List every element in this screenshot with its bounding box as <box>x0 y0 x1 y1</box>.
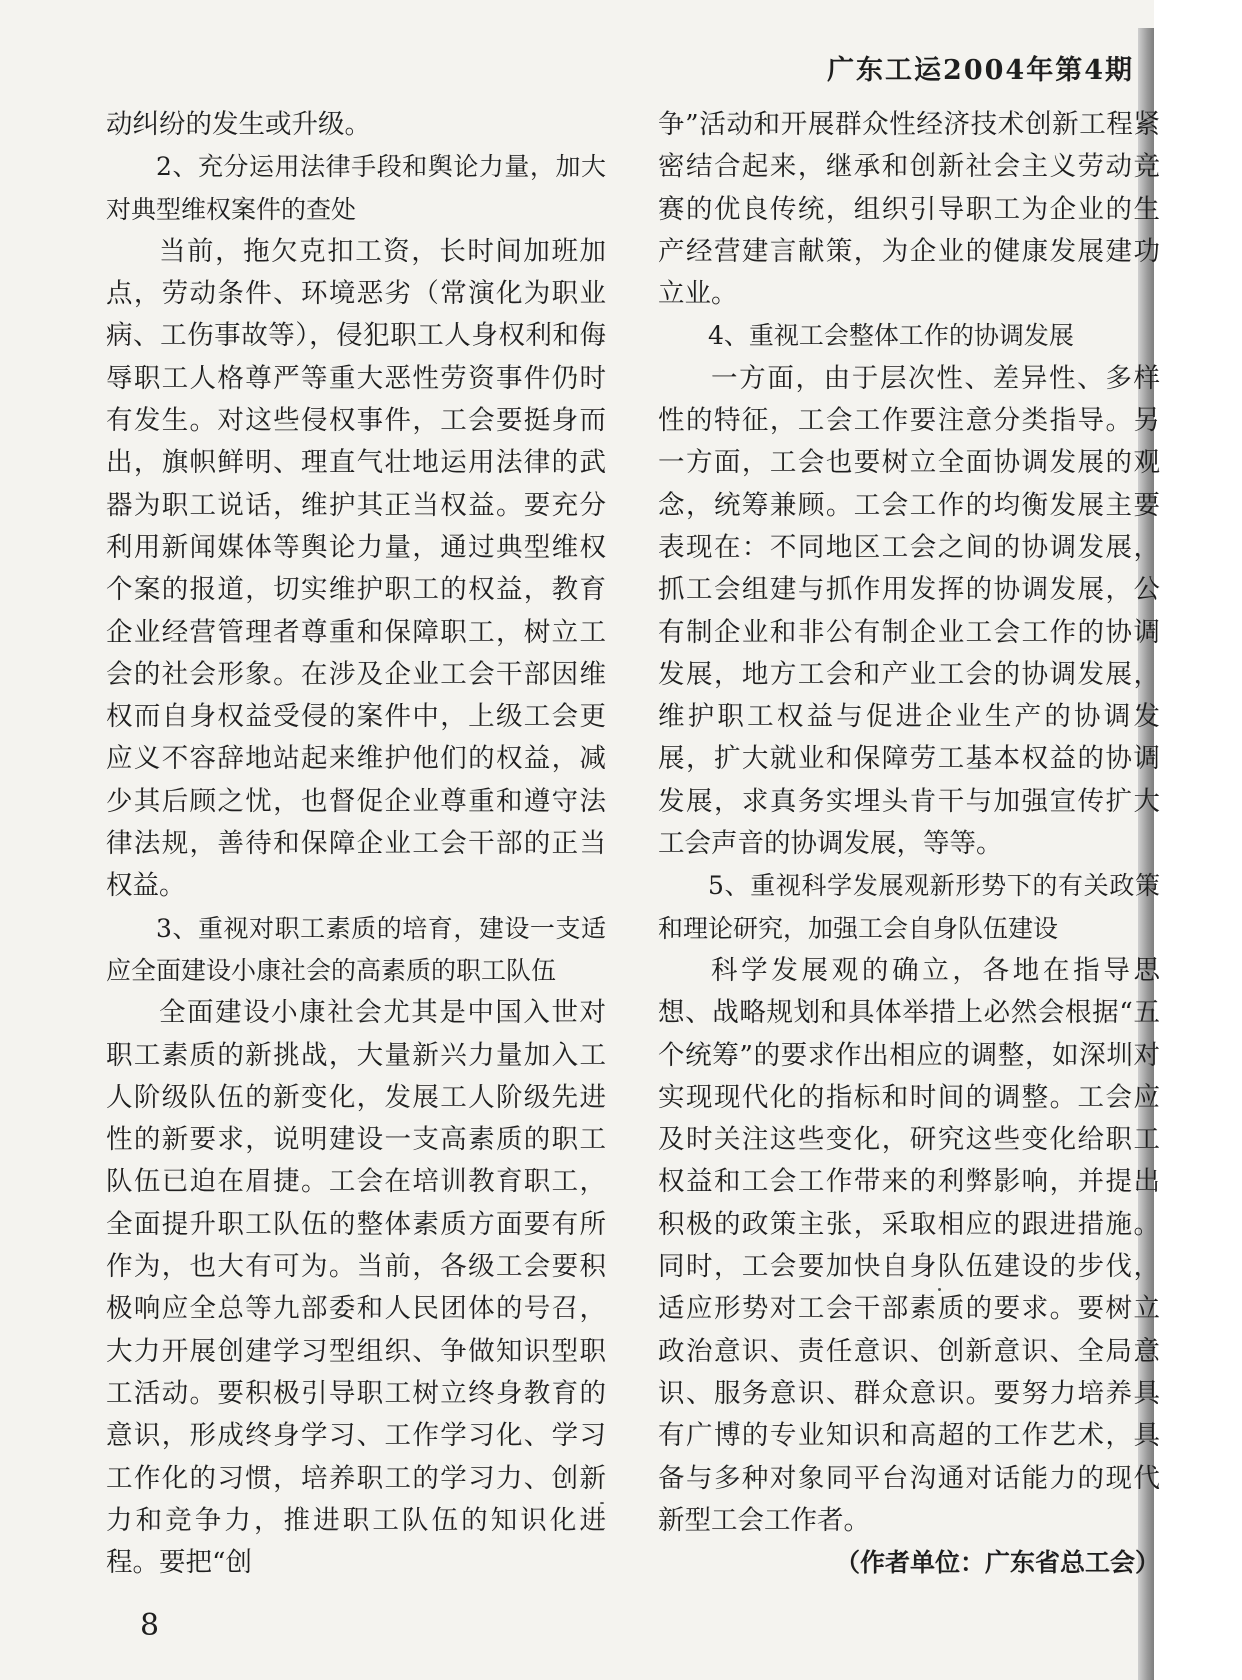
scan-margin <box>1154 0 1242 1680</box>
body-paragraph: 当前，拖欠克扣工资，长时间加班加点，劳动条件、环境恶劣（常演化为职业病、工伤事故等），侵犯职工人身权利和侮辱职工人格尊严等重大恶性劳资事件仍时有发生。对这些侵权事件，工会要挺身而出，旗帜鲜明、理直气壮地运用法律的武器为职工说话，维护其正当权益。要充分利用新闻媒体等舆论力量，通过典型维权个案的报道，切实维护职工的权益，教育企业经营管理者尊重和保障职工，树立工会的社会形象。在涉及企业工会干部因维权而自身权益受侵的案件中，上级工会更应义不容辞地站起来维护他们的权益，减少其后顾之忧，也督促企业尊重和遵守法律法规，善待和保障企业工会干部的正当权益。 <box>106 235 606 902</box>
section-heading-2: 2、充分运用法律手段和舆论力量，加大对典型维权案件的查处 <box>106 152 606 224</box>
section-heading-5: 5、重视科学发展观新形势下的有关政策和理论研究，加强工会自身队伍建设 <box>658 871 1160 943</box>
continued-paragraph: 动纠纷的发生或升级。 <box>106 109 371 140</box>
right-column <box>658 104 1160 1584</box>
scan-speck <box>938 1288 941 1291</box>
body-paragraph: 全面建设小康社会尤其是中国入世对职工素质的新挑战，大量新兴力量加入工人阶级队伍的新变化，发展工人阶级先进性的新要求，说明建设一支高素质的职工队伍已迫在眉捷。工会在培训教育职工，全面提升职工队伍的整体素质方面要有所作为，也大有可为。当前，各级工会要积极响应全总等九部委和人民团体的号召，大力开展创建学习型组织、争做知识型职工活动。要积极引导职工树立终身教育的意识，形成终身学习、工作学习化、学习工作化的习惯，培养职工的学习力、创新力和竞争力，推进职工队伍的知识化进程。要把“创 <box>106 997 606 1579</box>
running-header: 广东工运2004年第4期 <box>827 55 1134 86</box>
body-paragraph: 科学发展观的确立，各地在指导思想、战略规划和具体举措上必然会根据“五个统筹”的要求作出相应的调整，如深圳对实现现代化的指标和时间的调整。工会应及时关注这些变化，研究这些变化给职工权益和工会工作带来的利弊影响，并提出积极的政策主张，采取相应的跟进措施。同时，工会要加快自身队伍建设的步伐，适应形势对工会干部素质的要求。要树立政治意识、责任意识、创新意识、全局意识、服务意识、群众意识。要努力培养具有广博的专业知识和高超的工作艺术，具备与多种对象同平台沟通对话能力的现代新型工会工作者。 <box>658 954 1160 1536</box>
left-column <box>106 104 606 1584</box>
body-paragraph: 一方面，由于层次性、差异性、多样性的特征，工会工作要注意分类指导。另一方面，工会也要树立全面协调发展的观念，统筹兼顾。工会工作的均衡发展主要表现在：不同地区工会之间的协调发展，抓工会组建与抓作用发挥的协调发展，公有制企业和非公有制企业工会工作的协调发展，地方工会和产业工会的协调发展，维护职工权益与促进企业生产的协调发展，扩大就业和保障劳工基本权益的协调发展，求真务实埋头肯干与加强宣传扩大工会声音的协调发展，等等。 <box>658 362 1160 860</box>
page-number: 8 <box>140 1608 160 1643</box>
author-unit: （作者单位：广东省总工会） <box>834 1548 1160 1578</box>
section-heading-3: 3、重视对职工素质的培育，建设一支适应全面建设小康社会的高素质的职工队伍 <box>106 913 606 985</box>
section-heading-4: 4、重视工会整体工作的协调发展 <box>708 321 1074 351</box>
continued-paragraph: 争”活动和开展群众性经济技术创新工程紧密结合起来，继承和创新社会主义劳动竞赛的优良传统，组织引导职工为企业的生产经营建言献策，为企业的健康发展建功立业。 <box>658 109 1160 310</box>
scan-speck <box>600 1502 604 1504</box>
